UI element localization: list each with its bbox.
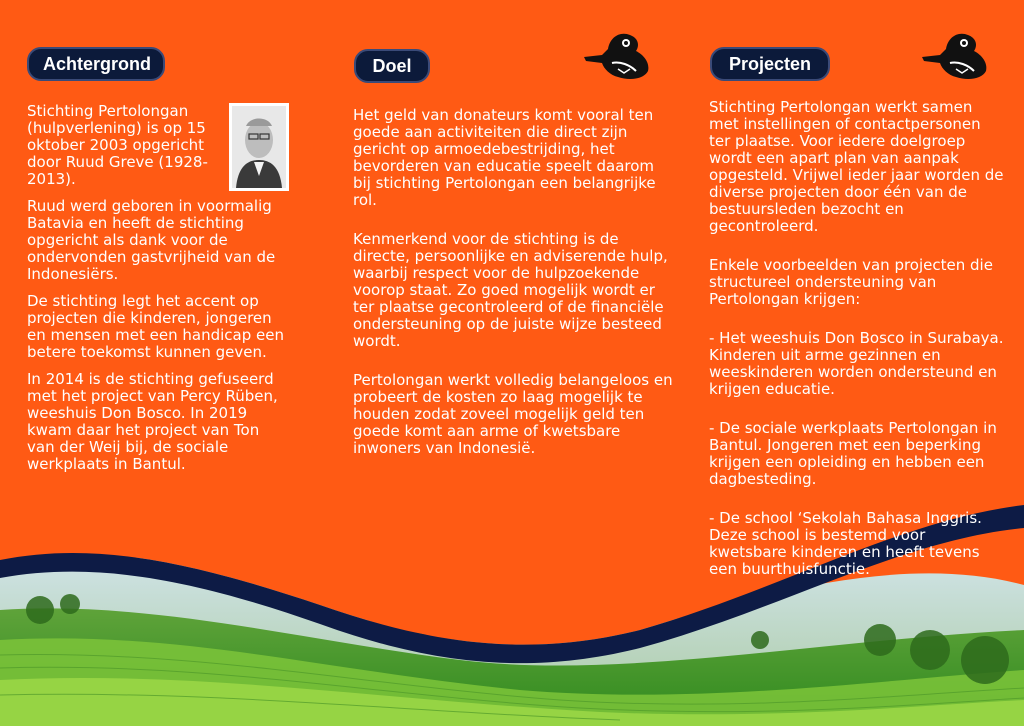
wayang-figure-icon <box>916 27 996 81</box>
heading-projecten: Projecten <box>710 47 830 81</box>
projecten-paragraph-1: Stichting Pertolongan werkt samen met instellingen of contactpersonen ter plaatse. Voor iedere doelgroep wordt een apart plan van aanpak opgesteld. Vrijwel ieder jaar worden de diverse projecten door één van de bestuursleden bezocht en gecontroleerd. <box>709 98 1004 235</box>
doel-paragraph-1: Het geld van donateurs komt vooral ten goede aan activiteiten die direct zijn gericht op armoedebestrijding, het bevorderen van educatie speelt daarom bij stichting Pertolongan een belangrijke rol. <box>353 106 656 209</box>
doel-paragraph-2: Kenmerkend voor de stichting is de directe, persoonlijke en adviserende hulp, waarbij respect voor de hulpzoekende voorop staat. Zo goed mogelijk wordt er ter plaatse gecontroleerd of de financiële ondersteuning op de juiste wijze besteed wordt. <box>353 230 668 350</box>
doel-paragraph-3: Pertolongan werkt volledig belangeloos en probeert de kosten zo laag mogelijk te houden zodat zoveel mogelijk geld ten goede komt aan arme of kwetsbare inwoners van Indonesië. <box>353 371 673 457</box>
wayang-figure-icon <box>578 27 658 81</box>
projecten-paragraph-4: - De sociale werkplaats Pertolongan in Bantul. Jongeren met een beperking krijgen een opleiding en hebben een dagbesteding. <box>709 419 997 488</box>
column-achtergrond <box>27 103 289 483</box>
heading-doel: Doel <box>354 49 430 83</box>
achtergrond-paragraph-2: Ruud werd geboren in voormalig Batavia en heeft de stichting opgericht als dank voor de ondervonden gastvrijheid van de Indonesiërs. <box>27 197 276 283</box>
heading-achtergrond: Achtergrond <box>27 47 165 81</box>
projecten-paragraph-3: - Het weeshuis Don Bosco in Surabaya. Kinderen uit arme gezinnen en weeskinderen worden ondersteund en krijgen educatie. <box>709 329 1004 398</box>
column-doel <box>353 107 673 467</box>
portrait-photo <box>229 103 289 191</box>
achtergrond-paragraph-1: Stichting Pertolongan (hulpverlening) is op 15 oktober 2003 opgericht door Ruud Greve (1928-2013). <box>27 102 208 188</box>
achtergrond-paragraph-4: In 2014 is de stichting gefuseerd met het project van Percy Rüben, weeshuis Don Bosco. In 2019 kwam daar het project van Ton van der Weij bij, de sociale werkplaats in Bantul. <box>27 370 278 473</box>
portrait-icon <box>232 106 286 188</box>
achtergrond-paragraph-3: De stichting legt het accent op projecten die kinderen, jongeren en mensen met een handicap een betere toekomst kunnen geven. <box>27 292 284 361</box>
projecten-paragraph-2: Enkele voorbeelden van projecten die structureel ondersteuning van Pertolongan krijgen: <box>709 256 993 308</box>
column-projecten <box>709 99 1004 588</box>
projecten-paragraph-5: - De school ‘Sekolah Bahasa Inggris. Deze school is bestemd voor kwetsbare kinderen en heeft tevens een buurthuisfunctie. <box>709 509 982 578</box>
